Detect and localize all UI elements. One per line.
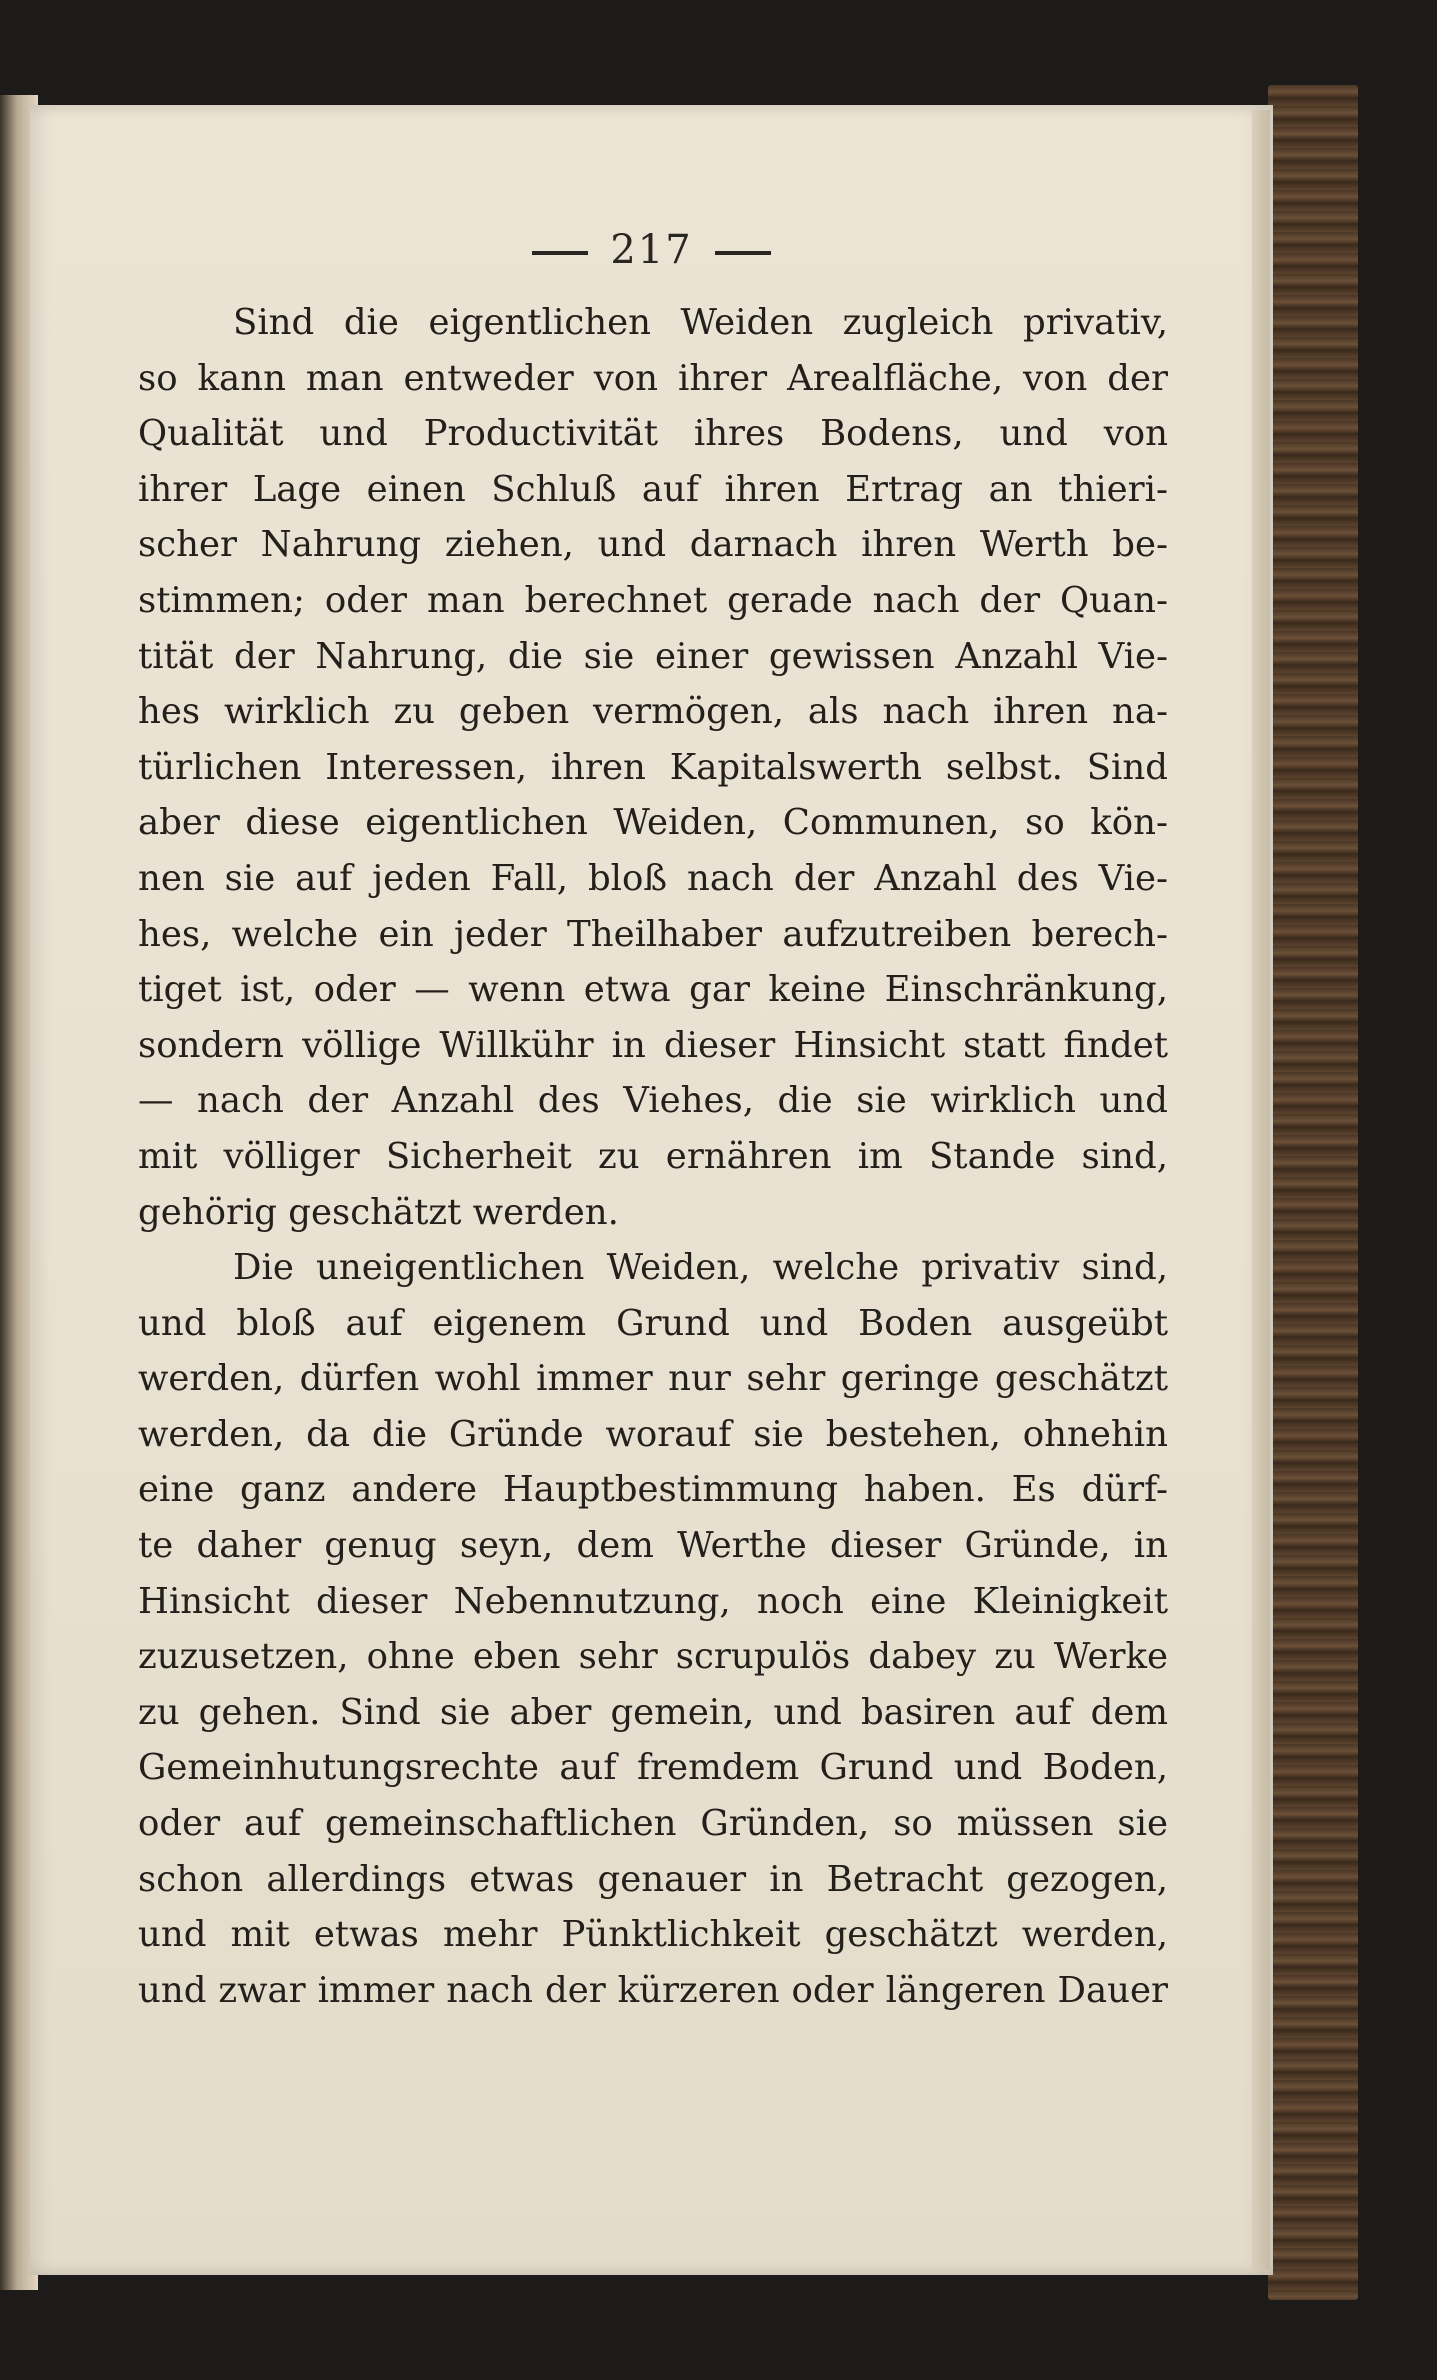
text-line: gehörig geschätzt werden. — [138, 1191, 619, 1233]
header-dash-right — [715, 251, 771, 255]
header-dash-left — [532, 251, 588, 255]
text-line: eine ganz andere Hauptbestimmung haben. Es dürf- — [138, 1469, 1168, 1511]
text-line: zu gehen. Sind sie aber gemein, und basiren auf dem — [138, 1691, 1168, 1733]
text-line: türlichen Interessen, ihren Kapitalswerth selbst. Sind — [138, 746, 1168, 788]
text-line: — nach der Anzahl des Viehes, die sie wirklich und — [138, 1080, 1168, 1122]
text-line: scher Nahrung ziehen, und darnach ihren Werth be- — [138, 524, 1168, 566]
body-text — [138, 295, 1168, 2018]
text-line: Sind die eigentlichen Weiden zugleich privativ, — [233, 302, 1168, 343]
text-line: te daher genug seyn, dem Werthe dieser Gründe, in — [138, 1525, 1168, 1567]
text-line: stimmen; oder man berechnet gerade nach der Quan- — [138, 579, 1168, 621]
text-line: Die uneigentlichen Weiden, welche privativ sind, — [233, 1247, 1168, 1289]
book-page — [30, 105, 1273, 2275]
text-line: oder auf gemeinschaftlichen Gründen, so müssen sie — [138, 1803, 1168, 1845]
page-number: 217 — [610, 227, 693, 273]
text-line: tität der Nahrung, die sie einer gewissen Anzahl Vie- — [138, 635, 1168, 677]
page-stack-edge — [1252, 110, 1270, 2270]
text-line: nen sie auf jeden Fall, bloß nach der Anzahl des Vie- — [138, 857, 1168, 899]
text-line: und mit etwas mehr Pünktlichkeit geschätzt werden, — [138, 1914, 1168, 1956]
text-line: Gemeinhutungsrechte auf fremdem Grund und Boden, — [138, 1747, 1168, 1789]
text-line: mit völliger Sicherheit zu ernähren im Stande sind, — [138, 1135, 1168, 1177]
text-line: werden, da die Gründe worauf sie bestehen, ohnehin — [138, 1413, 1168, 1455]
text-line: schon allerdings etwas genauer in Betracht gezogen, — [138, 1858, 1168, 1900]
text-line: so kann man entweder von ihrer Arealfläche, von der — [138, 357, 1168, 399]
text-line: und zwar immer nach der kürzeren oder längeren Dauer — [138, 1969, 1168, 2011]
book-cover-board — [1268, 85, 1358, 2300]
text-line: sondern völlige Willkühr in dieser Hinsicht statt findet — [138, 1024, 1168, 1066]
text-line: hes wirklich zu geben vermögen, als nach ihren na- — [138, 691, 1168, 733]
text-line: zuzusetzen, ohne eben sehr scrupulös dabey zu Werke — [138, 1636, 1168, 1678]
text-line: und bloß auf eigenem Grund und Boden ausgeübt — [138, 1302, 1168, 1344]
text-line: ihrer Lage einen Schluß auf ihren Ertrag an thieri- — [138, 468, 1168, 510]
text-line: Hinsicht dieser Nebennutzung, noch eine Kleinigkeit — [138, 1580, 1168, 1622]
text-line: tiget ist, oder — wenn etwa gar keine Einschränkung, — [138, 969, 1168, 1011]
page-header — [30, 215, 1273, 285]
text-line: Qualität und Productivität ihres Bodens, und von — [138, 413, 1168, 455]
text-line: werden, dürfen wohl immer nur sehr geringe geschätzt — [138, 1358, 1168, 1400]
text-line: hes, welche ein jeder Theilhaber aufzutreiben berech- — [138, 913, 1168, 955]
text-line: aber diese eigentlichen Weiden, Communen, so kön- — [138, 802, 1168, 844]
